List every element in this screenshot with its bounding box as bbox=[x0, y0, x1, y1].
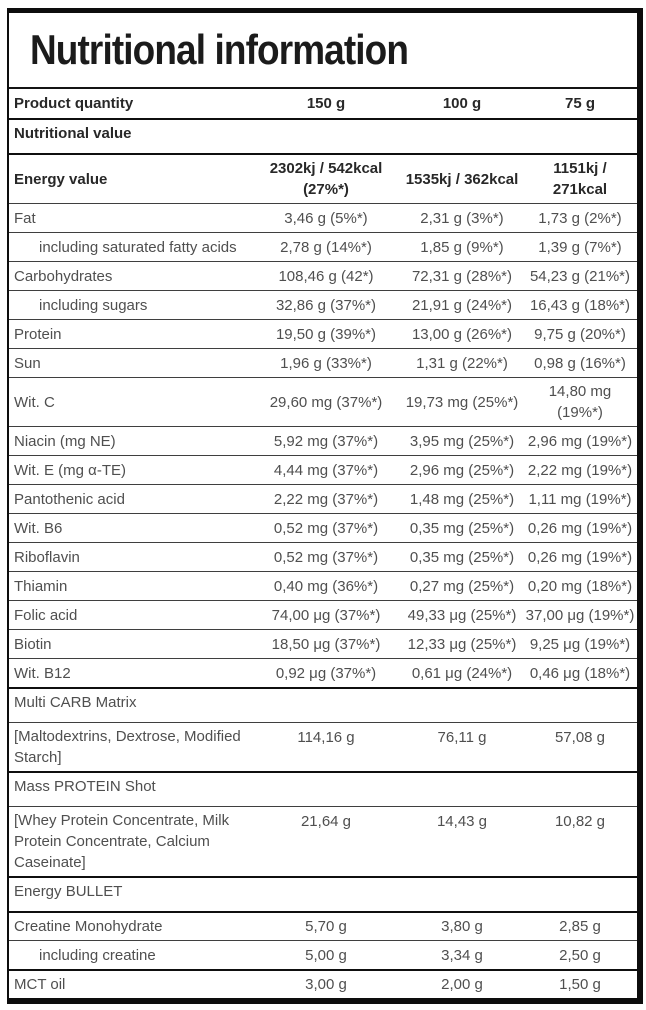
value-cell-150g: 114,16 g bbox=[297, 729, 355, 746]
value-cell-75g: 0,26 mg (19%*) bbox=[527, 519, 633, 537]
row-label: Biotin bbox=[14, 635, 52, 653]
value-cell-150g: 1,96 g (33%*) bbox=[280, 354, 372, 372]
value-cell-100g: 14,43 g bbox=[436, 813, 488, 830]
panel-title: Nutritional information bbox=[30, 26, 409, 73]
row-label: Multi CARB Matrix bbox=[14, 694, 137, 711]
value-cell-75g: 57,08 g bbox=[554, 729, 606, 746]
table-row bbox=[9, 940, 637, 969]
value-cell-75g: 1,50 g bbox=[559, 976, 601, 993]
value-cell-100g: 49,33 μg (25%*) bbox=[407, 606, 517, 624]
value-cell-100g: 12,33 μg (25%*) bbox=[407, 635, 517, 653]
value-cell-75g bbox=[401, 800, 523, 806]
section-row bbox=[9, 118, 637, 153]
value-cell-150g bbox=[9, 147, 251, 153]
value-cell-100g: 21,91 g (24%*) bbox=[411, 296, 513, 314]
value-cell-100g: 2,96 mg (25%*) bbox=[409, 461, 515, 479]
value-cell-75g: 2,50 g bbox=[559, 946, 601, 964]
value-cell-100g bbox=[251, 905, 401, 911]
value-cell-150g: 3,46 g (5%*) bbox=[284, 209, 368, 227]
table-row bbox=[9, 629, 637, 658]
value-cell-75g bbox=[401, 716, 523, 722]
value-cell-75g: 1,39 g (7%*) bbox=[538, 238, 622, 256]
value-cell-75g: 54,23 g (21%*) bbox=[529, 267, 631, 285]
value-cell-75g: 2,22 mg (19%*) bbox=[527, 461, 633, 479]
row-label: [Whey Protein Concentrate, Milk Protein Concentrate, Calcium Caseinate] bbox=[14, 812, 230, 871]
value-cell-150g: 5,92 mg (37%*) bbox=[273, 432, 379, 450]
row-label: Wit. B6 bbox=[14, 519, 63, 537]
section-row bbox=[9, 687, 637, 722]
row-label: Wit. E (mg α-TE) bbox=[14, 461, 126, 479]
value-cell-150g: 21,64 g bbox=[300, 813, 352, 830]
value-cell-100g: 1,85 g (9%*) bbox=[420, 238, 504, 256]
value-cell-100g: 100 g bbox=[442, 95, 482, 112]
value-cell-75g: 1,73 g (2%*) bbox=[538, 209, 622, 227]
value-cell-100g: 1535kj / 362kcal bbox=[405, 170, 519, 188]
value-cell-100g bbox=[251, 147, 401, 153]
value-cell-75g: 0,20 mg (18%*) bbox=[527, 577, 633, 595]
value-cell-100g: 19,73 mg (25%*) bbox=[405, 393, 519, 411]
value-cell-75g: 0,26 mg (19%*) bbox=[527, 548, 633, 566]
value-cell-75g: 1151kj / 271kcal bbox=[552, 160, 608, 198]
value-cell-100g: 0,61 μg (24%*) bbox=[411, 664, 513, 682]
value-cell-150g: 18,50 μg (37%*) bbox=[271, 635, 381, 653]
value-cell-100g bbox=[251, 800, 401, 806]
value-cell-100g: 1,31 g (22%*) bbox=[416, 354, 508, 372]
value-cell-100g: 72,31 g (28%*) bbox=[411, 267, 513, 285]
value-cell-150g bbox=[9, 905, 251, 911]
row-label: Wit. C bbox=[14, 393, 55, 411]
row-label: Folic acid bbox=[14, 606, 78, 624]
value-cell-75g: 37,00 μg (19%*) bbox=[525, 606, 635, 624]
table-row bbox=[9, 911, 637, 940]
value-cell-150g: 150 g bbox=[306, 95, 346, 112]
table-row bbox=[9, 153, 637, 203]
table-row bbox=[9, 319, 637, 348]
value-cell-150g: 3,00 g bbox=[305, 976, 347, 993]
value-cell-75g: 2,85 g bbox=[559, 918, 601, 935]
row-label: including sugars bbox=[39, 296, 148, 314]
nutrition-table bbox=[9, 89, 637, 998]
value-cell-75g: 10,82 g bbox=[554, 813, 606, 830]
table-row bbox=[9, 426, 637, 455]
nutrition-panel bbox=[7, 8, 643, 1004]
row-label: Energy BULLET bbox=[14, 883, 123, 900]
row-label: Niacin (mg NE) bbox=[14, 432, 116, 450]
value-cell-100g: 2,31 g (3%*) bbox=[420, 209, 504, 227]
value-cell-100g: 1,48 mg (25%*) bbox=[409, 490, 515, 508]
value-cell-75g: 16,43 g (18%*) bbox=[529, 296, 631, 314]
value-cell-100g: 13,00 g (26%*) bbox=[411, 325, 513, 343]
table-row bbox=[9, 969, 637, 998]
row-label: [Maltodextrins, Dextrose, Modified Starch] bbox=[14, 728, 241, 766]
value-cell-150g: 19,50 g (39%*) bbox=[275, 325, 377, 343]
row-label: Nutritional value bbox=[14, 125, 132, 142]
row-label: Pantothenic acid bbox=[14, 490, 125, 508]
section-row bbox=[9, 771, 637, 806]
value-cell-75g bbox=[401, 147, 523, 153]
value-cell-75g: 75 g bbox=[564, 95, 595, 112]
value-cell-150g: 5,70 g bbox=[305, 918, 347, 935]
value-cell-75g: 14,80 mg (19%*) bbox=[548, 383, 612, 421]
section-row bbox=[9, 876, 637, 911]
value-cell-150g: 2302kj / 542kcal (27%*) bbox=[269, 160, 383, 198]
value-cell-150g bbox=[9, 800, 251, 806]
value-cell-150g: 2,78 g (14%*) bbox=[280, 238, 372, 256]
table-row bbox=[9, 513, 637, 542]
value-cell-150g: 0,40 mg (36%*) bbox=[273, 577, 379, 595]
value-cell-150g: 5,00 g bbox=[305, 946, 347, 964]
table-row bbox=[9, 600, 637, 629]
value-cell-100g: 3,34 g bbox=[441, 946, 483, 964]
value-cell-150g: 108,46 g (42*) bbox=[278, 267, 374, 285]
value-cell-100g: 76,11 g bbox=[437, 729, 487, 746]
value-cell-100g bbox=[251, 716, 401, 722]
title-box bbox=[9, 13, 637, 89]
value-cell-150g: 74,00 μg (37%*) bbox=[271, 606, 381, 624]
value-cell-75g: 0,46 μg (18%*) bbox=[529, 664, 631, 682]
value-cell-150g: 32,86 g (37%*) bbox=[275, 296, 377, 314]
table-row bbox=[9, 261, 637, 290]
value-cell-100g: 0,27 mg (25%*) bbox=[409, 577, 515, 595]
row-label: Energy value bbox=[14, 170, 108, 188]
row-label: Protein bbox=[14, 325, 62, 343]
table-row bbox=[9, 806, 637, 876]
header-row bbox=[9, 89, 637, 118]
value-cell-75g: 2,96 mg (19%*) bbox=[527, 432, 633, 450]
value-cell-150g bbox=[9, 716, 251, 722]
value-cell-75g bbox=[401, 905, 523, 911]
table-row bbox=[9, 658, 637, 687]
row-label: Sun bbox=[14, 354, 41, 372]
table-row bbox=[9, 455, 637, 484]
row-label: Fat bbox=[14, 209, 36, 227]
value-cell-150g: 0,52 mg (37%*) bbox=[273, 519, 379, 537]
table-row bbox=[9, 232, 637, 261]
value-cell-75g: 0,98 g (16%*) bbox=[534, 354, 626, 372]
row-label: including saturated fatty acids bbox=[39, 238, 237, 256]
value-cell-75g: 1,11 mg (19%*) bbox=[528, 490, 632, 508]
table-row bbox=[9, 722, 637, 771]
row-label: Creatine Monohydrate bbox=[14, 918, 163, 935]
value-cell-100g: 0,35 mg (25%*) bbox=[409, 519, 515, 537]
table-row bbox=[9, 348, 637, 377]
value-cell-150g: 2,22 mg (37%*) bbox=[273, 490, 379, 508]
table-row bbox=[9, 542, 637, 571]
value-cell-100g: 3,95 mg (25%*) bbox=[409, 432, 515, 450]
value-cell-75g: 9,25 μg (19%*) bbox=[529, 635, 631, 653]
value-cell-100g: 0,35 mg (25%*) bbox=[409, 548, 515, 566]
value-cell-75g: 9,75 g (20%*) bbox=[534, 325, 626, 343]
table-row bbox=[9, 377, 637, 426]
value-cell-150g: 0,92 μg (37%*) bbox=[275, 664, 377, 682]
value-cell-100g: 2,00 g bbox=[441, 976, 483, 993]
row-label: including creatine bbox=[39, 946, 156, 964]
value-cell-100g: 3,80 g bbox=[441, 918, 483, 935]
table-row bbox=[9, 290, 637, 319]
row-label: Product quantity bbox=[14, 95, 134, 112]
value-cell-150g: 4,44 mg (37%*) bbox=[273, 461, 379, 479]
row-label: Thiamin bbox=[14, 577, 68, 595]
row-label: Wit. B12 bbox=[14, 664, 71, 682]
value-cell-150g: 29,60 mg (37%*) bbox=[269, 393, 383, 411]
table-row bbox=[9, 203, 637, 232]
row-label: Riboflavin bbox=[14, 548, 80, 566]
table-row bbox=[9, 571, 637, 600]
row-label: Carbohydrates bbox=[14, 267, 113, 285]
value-cell-150g: 0,52 mg (37%*) bbox=[273, 548, 379, 566]
row-label: MCT oil bbox=[14, 976, 66, 993]
table-row bbox=[9, 484, 637, 513]
row-label: Mass PROTEIN Shot bbox=[14, 778, 156, 795]
